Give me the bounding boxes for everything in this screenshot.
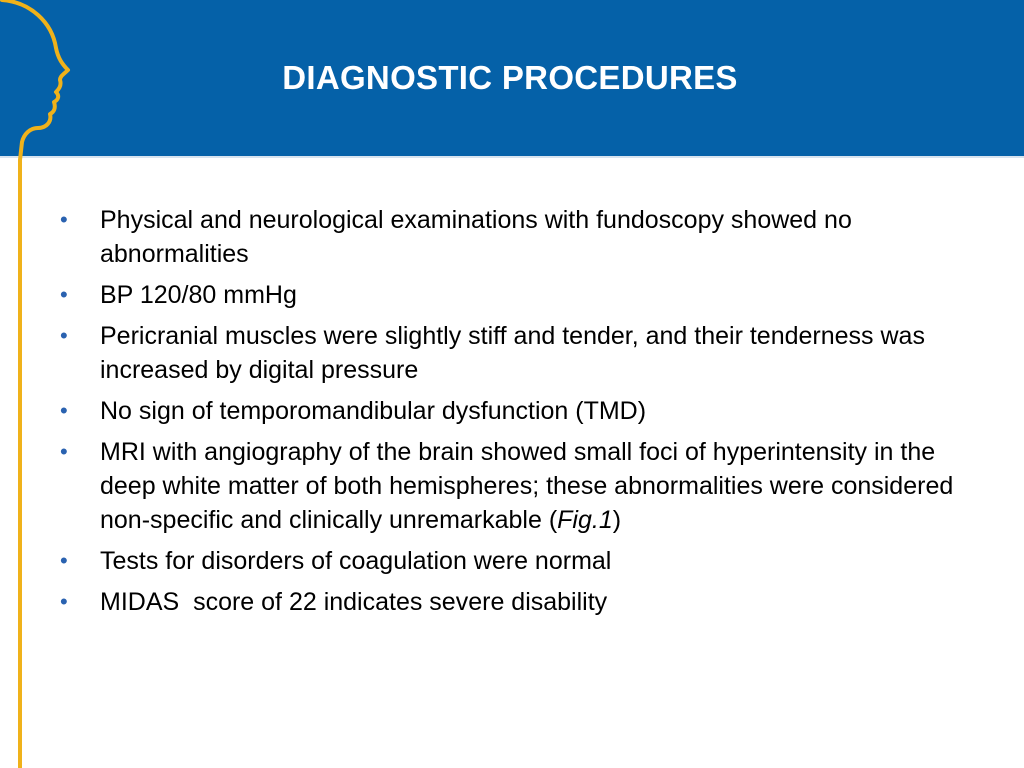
bullet-item-pericranial-muscles <box>60 319 960 387</box>
bullet-item-blood-pressure <box>60 278 960 312</box>
bullet-item-examination <box>60 203 960 271</box>
bullet-icon: • <box>60 548 68 573</box>
bullet-text: MRI with angiography of the brain showed small foci of hyperintensity in the deep white matter of both hemispheres; these abnormalities were considered non-specific and clinically unremarkable ( <box>100 438 954 534</box>
bullet-text: No sign of temporomandibular dysfunction (TMD) <box>100 397 647 425</box>
bullet-text: MIDAS score of 22 indicates severe disability <box>100 588 608 616</box>
slide-title: DIAGNOSTIC PROCEDURES <box>282 59 738 96</box>
bullet-list <box>60 203 960 626</box>
header-divider <box>0 156 1024 158</box>
bullet-item-coagulation <box>60 544 960 578</box>
bullet-icon: • <box>60 323 68 348</box>
bullet-icon: • <box>60 439 68 464</box>
bullet-icon: • <box>60 398 68 423</box>
bullet-text: Pericranial muscles were slightly stiff and tender, and their tenderness was increased by digital pressure <box>100 322 925 384</box>
bullet-text: BP 120/80 mmHg <box>100 281 297 309</box>
bullet-item-mri <box>60 435 960 537</box>
bullet-item-tmd <box>60 394 960 428</box>
figure-reference: Fig.1 <box>557 506 613 534</box>
bullet-item-midas <box>60 585 960 619</box>
bullet-icon: • <box>60 282 68 307</box>
bullet-icon: • <box>60 589 68 614</box>
bullet-text: Physical and neurological examinations with fundoscopy showed no abnormalities <box>100 206 852 268</box>
bullet-text-closing: ) <box>612 506 622 534</box>
bullet-icon: • <box>60 207 68 232</box>
bullet-text: Tests for disorders of coagulation were normal <box>100 547 612 575</box>
